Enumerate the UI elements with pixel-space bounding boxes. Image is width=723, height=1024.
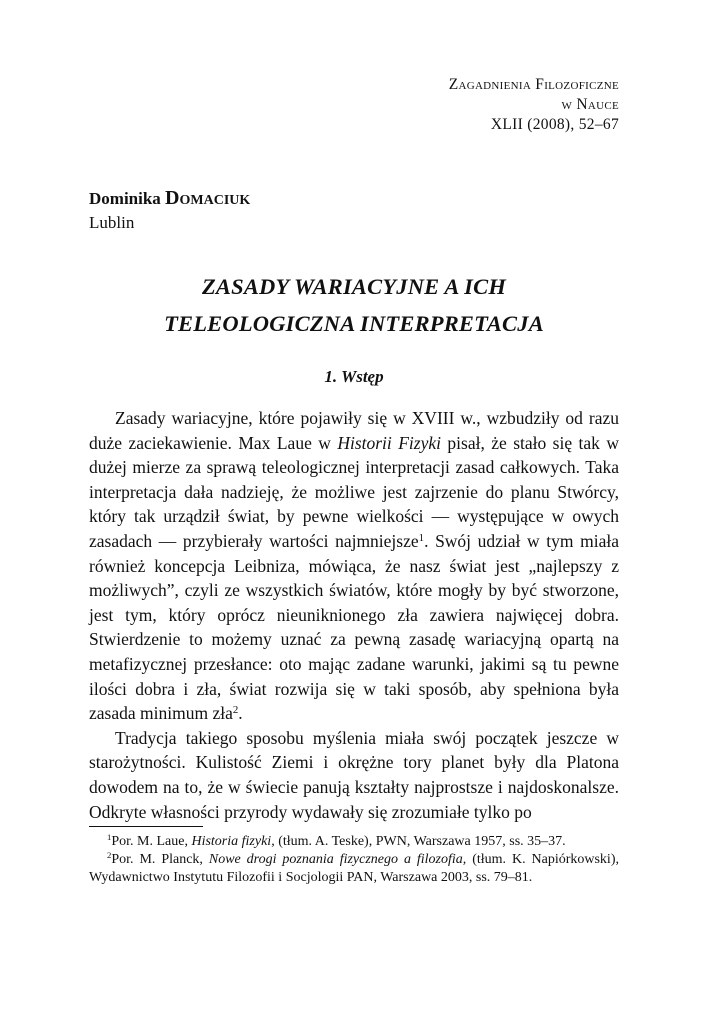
footnote-2-text-b: , (tłum. K. Napiórkowski), Wydawnictwo Instytutu Filozofii i Socjologii PAN, Warszawa 2003, ss. 79–81. — [89, 852, 619, 885]
journal-name-line1: Zagadnienia Filozoficzne — [448, 76, 619, 93]
paragraph-1-book-title: Historii Fizyki — [337, 432, 441, 453]
footnote-2-number: 2 — [107, 850, 112, 861]
footnote-ref-2[interactable]: 2 — [232, 704, 239, 717]
footnote-rule — [89, 826, 203, 827]
paper-title-line2: TELEOLOGICZNA INTERPRETACJA — [164, 311, 544, 336]
paragraph-1-text-a: Zasady wariacyjne, które pojawiły się w XVIII w., wzbudziły od razu duże zaciekawienie. Max Laue w — [89, 408, 619, 453]
footnote-2 — [89, 851, 619, 887]
author-block — [89, 186, 250, 235]
paper-title — [89, 268, 619, 342]
body-text — [89, 406, 619, 824]
footnote-1-number: 1 — [107, 832, 112, 843]
paragraph-2: Tradycja takiego sposobu myślenia miała swój początek jeszcze w starożytności. Kulistość Ziemi i okrężne tory planet były dla Platona dowodem na to, że w świecie panują kształty najprostsze i najdoskonalsze. Odkryte własności przyrody wydawały się zrozumiałe tylko po — [89, 727, 619, 822]
footnote-2-book-title: Nowe drogi poznania fizycznego a filozofia — [208, 852, 463, 867]
section-heading: 1. Wstęp — [324, 367, 384, 386]
footnote-ref-1[interactable]: 1 — [418, 532, 425, 545]
footnotes — [89, 833, 619, 887]
author-name — [89, 186, 250, 211]
paragraph-1 — [89, 406, 619, 726]
paragraph-1-text-d: . — [238, 703, 243, 724]
footnote-1-text-a: Por. M. Laue, — [111, 834, 192, 849]
footnote-1 — [89, 833, 619, 851]
footnote-1-book-title: Historia fizyki — [191, 834, 272, 849]
paragraph-1-text-b: pisał, że stało się tak w dużej mierze za sprawą teleologicznej interpretacji zasad całkowych. Taka interpretacja dała nadzieję, że możliwe jest zajrzenie do planu Stwórcy, który tak urządził świat, by pewne wielkości — występujące w owych zasadach — przybierały wartości najmniejsze — [89, 432, 619, 551]
footnote-1-text-b: , (tłum. A. Teske), PWN, Warszawa 1957, ss. 35–37. — [271, 834, 566, 849]
author-affiliation: Lublin — [89, 213, 135, 232]
paragraph-1-text-c: . Swój udział w tym miała również koncepcja Leibniza, mówiąca, że nasz świat jest „najlepszy z możliwych”, czyli ze wszystkich światów, które mogły by być stworzone, jest tym, który oprócz nieuniknionego zła zawiera najwięcej dobra. Stwierdzenie to możemy uznać za pewną zasadę wariacyjną opartą na metafizycznej przesłance: oto mając zadane warunki, jakimi są tu pewne ilości dobra i zła, świat rozwija się w taki sposób, aby spełniona była zasada minimum zła — [89, 530, 619, 724]
journal-name-line2: w Nauce — [561, 96, 619, 113]
journal-citation: XLII (2008), 52–67 — [490, 116, 619, 133]
paper-title-line1: ZASADY WARIACYJNE A ICH — [201, 274, 507, 299]
author-last-name: Domaciuk — [165, 187, 251, 209]
footnote-2-text-a: Por. M. Planck, — [111, 852, 209, 867]
author-first-name: Dominika — [89, 189, 161, 208]
journal-header — [449, 75, 619, 135]
